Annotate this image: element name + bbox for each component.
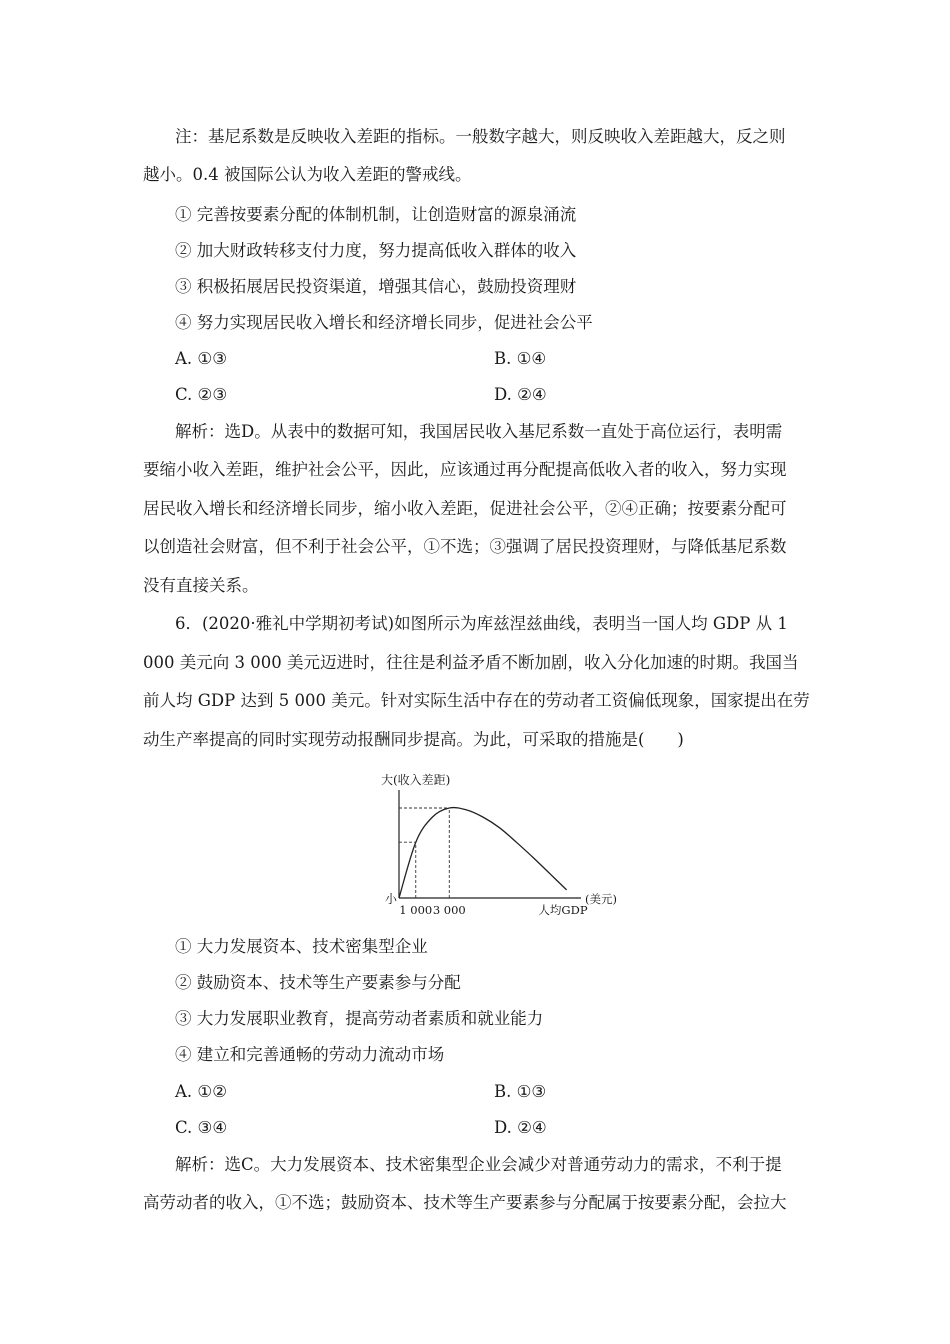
q6-choice-d: D. ②④: [494, 1118, 547, 1137]
q6-option-2: ② 鼓励资本、技术等生产要素参与分配: [175, 973, 461, 992]
q6-stem-line-3: 前人均 GDP 达到 5 000 美元。针对实际生活中存在的劳动者工资偏低现象，国家提出在劳: [143, 691, 810, 710]
q5-analysis-line-2: 要缩小收入差距，维护社会公平，因此，应该通过再分配提高低收入者的收入，努力实现: [143, 460, 787, 479]
y-axis-label: 大(收入差距): [381, 773, 451, 787]
kuznets-curve-chart: [360, 768, 617, 920]
q6-option-1: ① 大力发展资本、技术密集型企业: [175, 937, 428, 956]
q5-analysis-line-3: 居民收入增长和经济增长同步，缩小收入差距，促进社会公平，②④正确；按要素分配可: [143, 499, 787, 518]
q5-option-4: ④ 努力实现居民收入增长和经济增长同步，促进社会公平: [175, 313, 593, 332]
q5-choice-a: A. ①③: [175, 349, 227, 368]
q6-option-3: ③ 大力发展职业教育，提高劳动者素质和就业能力: [175, 1009, 544, 1028]
q6-option-4: ④ 建立和完善通畅的劳动力流动市场: [175, 1045, 445, 1064]
x-axis-label: 人均GDP: [538, 903, 588, 917]
x-tick-label-1: 3 000: [432, 903, 466, 917]
q6-stem-line-2: 000 美元向 3 000 美元迈进时，往往是利益矛盾不断加剧，收入分化加速的时期。我国当: [143, 653, 799, 672]
x-tick-label-0: 1 000: [399, 903, 433, 917]
note-line-1: 注：基尼系数是反映收入差距的指标。一般数字越大，则反映收入差距越大，反之则: [175, 127, 786, 146]
x-axis-unit: (美元): [585, 892, 617, 906]
kuznets-curve-line: [399, 808, 567, 898]
q6-choice-b: B. ①③: [494, 1082, 547, 1101]
q5-analysis-line-5: 没有直接关系。: [143, 576, 259, 595]
q5-analysis-line-1: 解析：选D。从表中的数据可知，我国居民收入基尼系数一直处于高位运行，表明需: [175, 422, 783, 441]
q5-option-2: ② 加大财政转移支付力度，努力提高低收入群体的收入: [175, 241, 577, 260]
q6-analysis-line-2: 高劳动者的收入，①不选；鼓励资本、技术等生产要素参与分配属于按要素分配，会拉大: [143, 1193, 787, 1212]
q5-analysis-line-4: 以创造社会财富，但不利于社会公平，①不选；③强调了居民投资理财，与降低基尼系数: [143, 537, 787, 556]
q6-analysis-line-1: 解析：选C。大力发展资本、技术密集型企业会减少对普通劳动力的需求，不利于提: [175, 1155, 782, 1174]
q5-choice-c: C. ②③: [175, 385, 228, 404]
q6-choice-c: C. ③④: [175, 1118, 228, 1137]
q6-stem-line-1: 6．(2020·雅礼中学期初考试)如图所示为库兹涅兹曲线，表明当一国人均 GDP 从 1: [175, 614, 788, 633]
q5-choice-d: D. ②④: [494, 385, 547, 404]
q5-choice-b: B. ①④: [494, 349, 547, 368]
origin-label: 小: [384, 892, 397, 906]
q6-choice-a: A. ①②: [175, 1082, 227, 1101]
q6-stem-line-4: 动生产率提高的同时实现劳动报酬同步提高。为此，可采取的措施是( ): [143, 730, 684, 749]
q5-option-1: ① 完善按要素分配的体制机制，让创造财富的源泉涌流: [175, 205, 577, 224]
note-line-2: 越小。0.4 被国际公认为收入差距的警戒线。: [143, 165, 472, 184]
q5-option-3: ③ 积极拓展居民投资渠道，增强其信心，鼓励投资理财: [175, 277, 577, 296]
